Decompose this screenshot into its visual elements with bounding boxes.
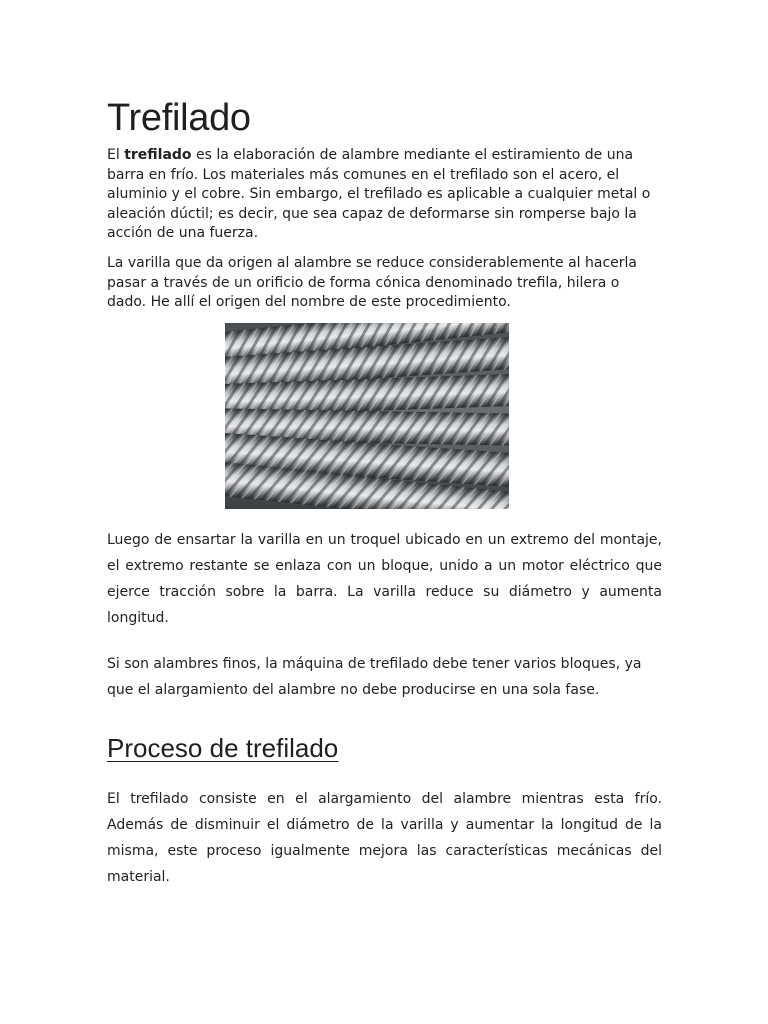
intro-paragraph (107, 146, 662, 244)
rope-strands (225, 323, 509, 509)
intro-lead: El (107, 147, 125, 163)
paragraph-origin: La varilla que da origen al alambre se reduce considerablemente al hacerla pasar a través de un orificio de forma cónica denominado trefila, hilera o dado. He allí el origen del nombre de este procedimiento. (107, 255, 637, 311)
page-title: Trefilado (107, 97, 251, 139)
paragraph-fine-wires: Si son alambres finos, la máquina de trefilado debe tener varios bloques, ya que el alargamiento del alambre no debe producirse en una sola fase. (107, 656, 642, 698)
section-heading: Proceso de trefilado (107, 733, 339, 763)
intro-bold-term: trefilado (124, 147, 192, 163)
wire-rope-photo (225, 323, 509, 509)
wire-rope-image (225, 323, 509, 509)
paragraph-process-setup: Luego de ensartar la varilla en un troquel ubicado en un extremo del montaje, el extremo restante se enlaza con un bloque, unido a un motor eléctrico que ejerce tracción sobre la barra. La varilla reduce su diámetro y aumenta longitud. (107, 532, 662, 626)
intro-rest: es la elaboración de alambre mediante el estiramiento de una barra en frío. Los materiales más comunes en el trefilado son el acero, el aluminio y el cobre. Sin embargo, el trefilado es aplicable a cualquier metal o aleación dúctil; es decir, que sea capaz de deformarse sin romperse bajo la acción de una fuerza. (107, 147, 651, 242)
paragraph-process-description: El trefilado consiste en el alargamiento del alambre mientras esta frío. Además de disminuir el diámetro de la varilla y aumentar la longitud de la misma, este proceso igualmente mejora las características mecánicas del material. (107, 791, 662, 885)
